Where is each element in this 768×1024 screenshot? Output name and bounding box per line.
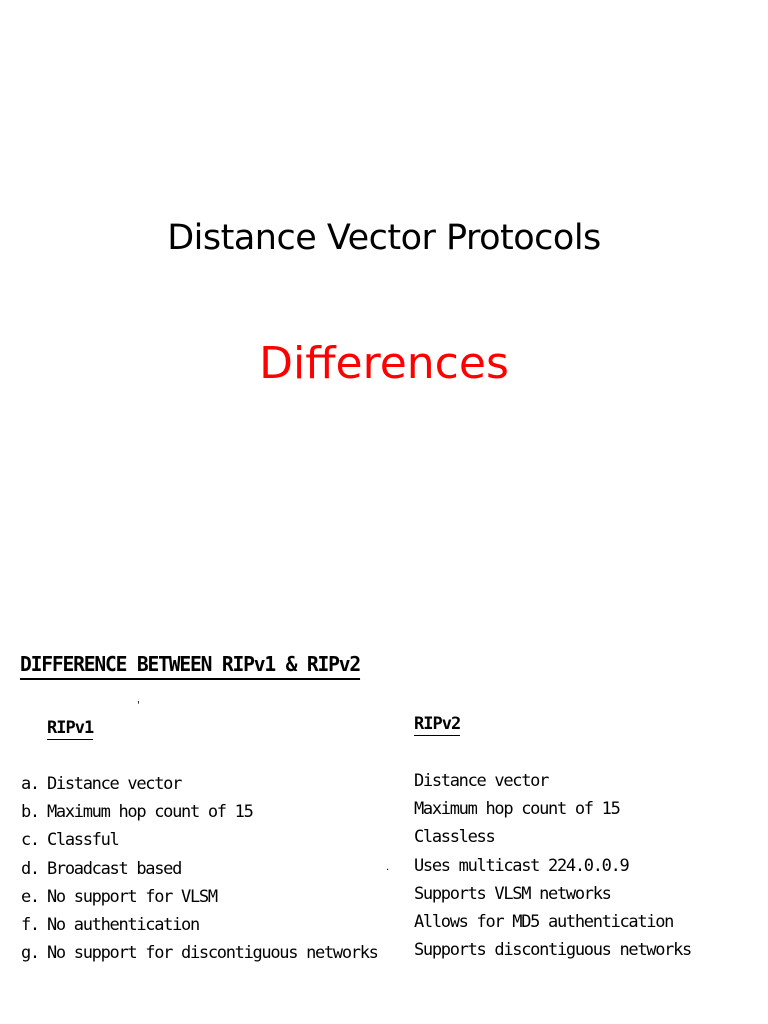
- scan-speck: ': [137, 700, 140, 711]
- list-item: [21, 911, 378, 939]
- list-item: Supports VLSM networks: [414, 883, 611, 904]
- list-item: Maximum hop count of 15: [414, 799, 620, 820]
- list-item-text: No authentication: [47, 914, 199, 935]
- slide-title: Distance Vector Protocols: [167, 218, 601, 258]
- list-item: [21, 798, 378, 826]
- list-item: Uses multicast 224.0.0.9: [414, 855, 629, 876]
- list-marker: a.: [21, 774, 39, 794]
- ripv2-feature-list: [414, 767, 691, 964]
- ripv2-column-header: RIPv2: [414, 714, 461, 734]
- list-item: [21, 883, 378, 911]
- list-marker: c.: [21, 830, 39, 851]
- list-marker: d.: [21, 858, 39, 879]
- list-item-text: Classful: [47, 830, 119, 851]
- list-item-text: Distance vector: [47, 774, 182, 794]
- list-item: Distance vector: [414, 771, 549, 791]
- list-item-text: Broadcast based: [47, 858, 182, 879]
- list-marker: f.: [21, 914, 39, 935]
- list-item-text: No support for VLSM: [47, 886, 217, 907]
- list-item: [21, 826, 378, 854]
- slide-subtitle: Differences: [259, 338, 509, 389]
- list-item-text: Maximum hop count of 15: [47, 802, 253, 823]
- list-item: [21, 770, 378, 798]
- list-marker: e.: [21, 886, 39, 907]
- scan-speck: .: [386, 862, 390, 873]
- list-item: Allows for MD5 authentication: [414, 911, 674, 932]
- list-marker: b.: [21, 802, 39, 823]
- comparison-heading: DIFFERENCE BETWEEN RIPv1 & RIPv2: [20, 652, 360, 680]
- list-item: [21, 939, 378, 967]
- ripv1-column-header: RIPv1: [47, 718, 94, 738]
- list-marker: g.: [21, 943, 39, 964]
- ripv1-feature-list: [21, 770, 378, 967]
- list-item: Supports discontiguous networks: [414, 940, 691, 961]
- list-item-text: No support for discontiguous networks: [47, 943, 378, 964]
- list-item: [21, 855, 378, 883]
- list-item: Classless: [414, 827, 495, 848]
